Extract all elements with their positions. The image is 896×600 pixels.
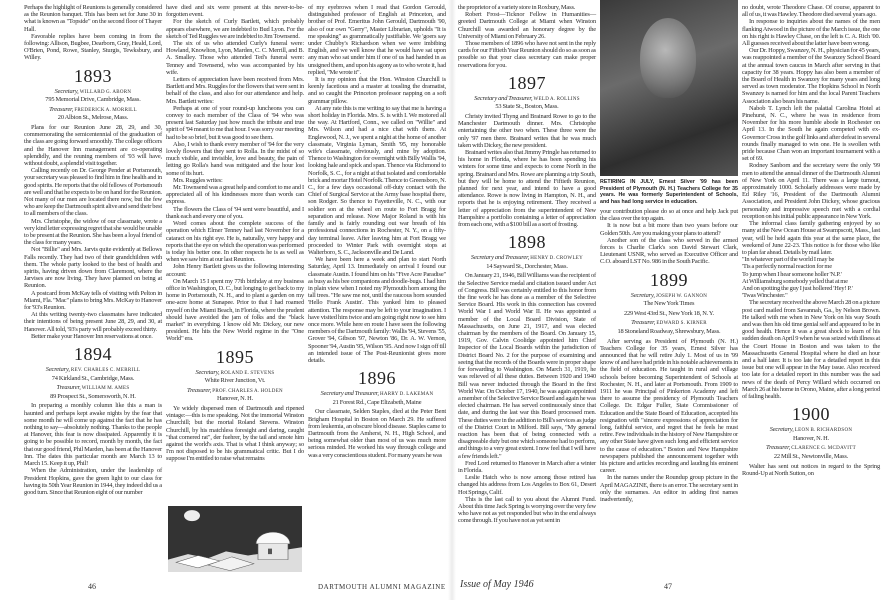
- class-officer: [458, 95, 596, 111]
- body-paragraph: And on spotting the guy I just hollered 'Hey! P.': [742, 284, 853, 292]
- photo-caption: RETIRING IN JULY, Ernest Silver '99 has been President of Plymouth (N. H.) Teachers College for 35 years. He was formerly Superintendent of Schools, and has had long service in education.: [600, 179, 738, 205]
- officer-address: 89 Prospect St., Somersworth, N. H.: [50, 392, 136, 400]
- body-paragraph: The informal class family gathering enjoyed by so many at the New Ocean House at Swampscott, Mass., last year, will be held again this year at the same place, the weekend of June 22-23. This notice is for those who like to plan far ahead. Details by mail later.: [742, 220, 880, 256]
- column-right-1: [458, 4, 596, 525]
- officer-role: Secretary,: [45, 366, 70, 374]
- class-officer: [742, 426, 880, 442]
- body-paragraph: Walter has sent out notices in regard to the Spring Round-Up at North Sutton, on: [742, 462, 880, 477]
- officer-address: 22 Mill St., Newtonville, Mass.: [773, 452, 849, 460]
- body-paragraph: Mrs. Christophe, the widow of our classmate, wrote a very kind letter expressing regret that she would be unable to be present at the Reunion. She has been a loyal friend of the class for many years.: [24, 217, 162, 247]
- body-paragraph: "In whatever part of the world I may be: [742, 256, 835, 264]
- officer-name: LEON B. RICHARDSON: [794, 428, 853, 434]
- body-paragraph: Perhaps at one of your round-up luncheons you can convey to each member of the Class of '94 who was present last Saturday just how much the tribute and true spirit of '94 meant to me that hour. I was sorry our meeting had to be so brief, but it was good to see them.: [166, 104, 304, 141]
- body-paragraph: On March 15 I spent my 77th birthday at my business office in Washington, D. C., but longing to get back to my home in Portsmouth, N. H., and to plant a garden on my one-acre home at Sunapee. Prior to that I had roamed myself on the Miami Beach, in Florida, where the prudent should have avoided the jam of folks and the "black market" in everything. I know old Mr. Dickey, our new president. He hits the New World regime in the "One World" era.: [166, 277, 304, 343]
- body-paragraph: Nabob T. Lynch left the palatial Carolina Hotel at Pinehurst, N. C., where he was in residence from November for his more humble abode in Rochester on April 13. In the South he again competed with ex-Governor Cross in the golf links and after defeat in several rounds finally managed to win one. He is swollen with pride because Chan won an important tournament with a set of 69.: [742, 104, 880, 163]
- class-officer: [24, 88, 162, 104]
- officer-name: WELD A. ROLLINS: [533, 96, 580, 102]
- officer-address: Hanover, N. H.: [216, 395, 254, 403]
- officer-name: PROF. CHARLES A. HOLDEN: [212, 388, 283, 394]
- body-paragraph: When the Administration, under the leadership of President Hopkins, gave the green light to our class for having its 50th Year Reunion in 1944, they indeed did us a good turn. Since that Reunion eight of our number: [24, 467, 162, 496]
- body-paragraph: In response to inquiries about the names of the men flanking Atwood in the picture of the March issue, the one on his right is Hawley Chase, on the left is C. A. Rich '00. All guesses received about the latter have been wrong.: [742, 18, 880, 48]
- class-officer: [166, 387, 304, 403]
- officer-address: 74 Kirkland St., Cambridge, Mass.: [51, 374, 135, 382]
- class-year-heading: 1895: [216, 346, 254, 367]
- officer-role: Treasurer,: [631, 319, 656, 327]
- officer-address: 795 Memorial Drive, Cambridge, Mass.: [45, 96, 141, 104]
- body-paragraph: We have been here a week and plan to start North Saturday, April 13. Immediately on arrival I found our classmate Austin. I found him on his "Five Acre Paradise" as busy as his bee companions and doodle-bugs. I had him in plain view when I noted my Plymouth horn among the tall trees. "He saw me not, until the raucous horn sounded 'Hello Frank Austin'. This yanked him to pleased attention. The response may be left to your imagination. I have visited him twice and am going right now to see him once more. While here en route I have seen the following members of the Dartmouth family: Wallis '94, Stevens '55, Grover '94, Gibson '97, Newton '86, Dr. A. W. Vernon, Spooner '94, Austin '95, Wilson '95. And now I sign off till an intended issue of The Post-Reunionist gives more details.: [308, 256, 446, 364]
- officer-role: Secretary and Treasurer,: [470, 254, 530, 262]
- body-paragraph: Those members of 1896 who have not sent in the reply cards for our Fiftieth Year Reunion should do so as soon as possible so that your class secretary can make proper reservations for you.: [458, 40, 596, 69]
- body-paragraph: A postcard from McKay tells of visiting with Pelton in Miami, Fla. "Mac" plans to bring Mrs. McKay to Hanover for '93's Reunion.: [24, 289, 162, 312]
- body-paragraph: Letters of appreciation have been received from Mrs. Bartlett and Mrs. Ruggles for the flowers that were sent in behalf of the class, and also for our attendance and help. Mrs. Bartlett writes:: [166, 76, 304, 105]
- body-paragraph: of my eyebrows when I read that Gordon Gerould, distinguished professor of English at Princeton, and brother of Prof. Emeritus John Gerould, Dartmouth '90, also of our own "Gerry", Master Librarian, upholds "It is me speaking" as grammatically justifiable. We 'goers say under Chubby's Richardson when we were imbibing English, and we well know that he would have sat upon any man who sat under him if one of us had handed in as unsigned them, and upon his agony as to who wrote it, had replied, "Me wrote it".: [308, 4, 446, 76]
- body-paragraph: 'Twas Winchester.": [742, 292, 788, 300]
- class-year-heading: 1893: [74, 65, 112, 86]
- officer-role: Secretary and Treasurer,: [320, 390, 379, 398]
- class-officer: [308, 390, 446, 406]
- ernest-silver-photo: [600, 0, 738, 176]
- class-year-heading: 1894: [74, 344, 112, 365]
- body-paragraph: Rodney Sanborn and the secretary were the only '99 men to attend the annual dinner of the Dartmouth Alumni of New York on April 11. There was a large turnout, approximately 1000. Scholarly addresses were made by Ed Riley '16, President of the Dartmouth Alumni Association, and President John Dickey, whose gracious personality and impressive speech met with a cordial reception on his initial public appearance in New York.: [742, 162, 880, 220]
- officer-name: HENRY D. CROWLEY: [530, 256, 584, 262]
- officer-role: Treasurer,: [49, 105, 74, 113]
- class-year-heading: 1899: [650, 269, 688, 290]
- body-paragraph: Mr. Townsend was a great help and comfort to me and I appreciated all of his kindnesses more than words can express.: [166, 184, 304, 206]
- class-officer: [24, 366, 162, 382]
- officer-address: 14 Sayward St., Dorchester, Mass.: [486, 262, 568, 270]
- body-paragraph: In the names under the Roundup group picture in the April MAGAZINE, there is an error. The secretary sent in only the surnames. An editor in adding first names inadvertently,: [600, 474, 738, 504]
- class-officer: [458, 254, 596, 270]
- body-paragraph: It is my opinion that the Hon. Winston Churchill is keenly facetious and a master at tousling the dramatist, and so caught the Princeton professor napping on a soft grammar pillow.: [308, 76, 446, 105]
- body-paragraph: This is the last call to you about the Alumni Fund. About this time Jack Spring is worrying over the very few who have not as yet responded but who in the end always come through. If you have not as yet sent in: [458, 495, 596, 525]
- class-year-heading: 1898: [508, 232, 546, 253]
- column-left-1: [24, 4, 162, 496]
- body-paragraph: Mrs. Ruggles writes:: [173, 176, 223, 184]
- officer-address: White River Junction, Vt.: [204, 377, 266, 385]
- body-paragraph: Plans for our Reunion June 28, 29, and 30, commemorating the semicentennial of the graduation of the class are going forward smoothly. The college officers and the Hanover Inn management are co-operating splendidly, and the reuning members of '93 will have, without doubt, a splendid visit together.: [24, 124, 162, 168]
- body-paragraph: For the sketch of Curly Bartlett, which probably appears elsewhere, we are indebted to Bud Lyon. For the sketch of Ted Ruggles we are indebted to Jim Townsend.: [166, 18, 304, 40]
- body-paragraph: Also, I wish to thank every member of '94 for the very lovely flowers that they sent to Rolla. In the midst of so much visible, and invisible, love and beauty, the pain of letting go Rolla's hand was mitigated and the hour lost some of its hurt.: [166, 140, 304, 177]
- body-paragraph: no doubt, wrote Theodore Chase. Of course, apparent to all of us, it was Hawley. Theodore died several years ago.: [742, 4, 880, 19]
- officer-role: Secretary,: [630, 291, 655, 299]
- body-paragraph: At any rate this is me writing to say that me is having a short holiday in Florida. Mrs. S. is with I. We motored all the way. At Hartford, Conn., we called on "Willie" and Mrs. Wilson and had a nice chat with them. At Englewood, N. J., we spent a night at the home of another classmate, Virginia Lyman, Smith '95, my honorable wife's classmate, obviously, and mine by adoption. Thence to Washington for overnight with Billy Wallis '94, looking hale and spick and span. Thence via Richmond to Norfolk, S. C., for a night at that isolated and comfortable brick and mortar Hotel Norfolk. Thence to Greensboro, N. C., for a few days occasional off-duty contact with the Chief of Surgical Service at the Army base hospital there, son Rodger. So thence to Fayetteville, N. C., with our soldier son at the wheel en route to Fort Bragg for separation and release. Now Major Roland is with his family and is fairly rounding out war breath of his professional connections in Rochester, N. Y., on a fifty-day terminal leave. After leaving him at Fort Bragg we proceeded to Winter Park with overnight stops at Walterboro, S. C., Jacksonville and De Land.: [308, 104, 446, 256]
- officer-role: Treasurer,: [187, 386, 212, 394]
- observatory-drawing: [168, 506, 302, 572]
- body-paragraph: Brainard writes also that Jimmy Pringle has returned to his home in Florida, where he has been spending his winters for some time and expects to come North in the spring. Brainard and Mrs. Rowe are planning a trip South, but they will be home to attend the Fiftieth Reunion, planned for next year, and intend to have a good attendance. Rowe is now living in Hampton, N. H., and reports that he is enjoying retirement. They received a letter of appreciation from the superintendent of New Hampshire a portfolio containing a letter of appreciation from each one, with a $100 bill as a sort of frosting.: [458, 149, 596, 229]
- class-officer: [742, 444, 880, 460]
- officer-name: ROLAND E. STEVENS: [220, 370, 275, 376]
- officer-address: 229 West 43rd St., New York 18, N. Y.: [623, 309, 715, 317]
- magazine-title: DARTMOUTH ALUMNI MAGAZINE: [318, 583, 446, 591]
- officer-role: Secretary,: [54, 87, 79, 95]
- body-paragraph: 'Tis a perfectly normal reaction for me: [742, 263, 832, 271]
- officer-name: JOSEPH W. GANNON: [655, 293, 708, 299]
- body-paragraph: At Williamsburg somebody yelled that at me: [742, 277, 848, 285]
- body-paragraph: Robert Frost—Ticknor Fellow in Humanities—greeted Dartmouth College at Miami when Winston Churchill was awarded an honorary degree by the University of Miami on February 26.: [458, 11, 596, 40]
- officer-name: FREDERICK A. MORRILL: [74, 107, 137, 113]
- observatory-illustration: [168, 506, 302, 572]
- body-paragraph: On January 21, 1946, Bill Williams was the recipient of the Selective Service medal and citation issued under Act of Congress. Bill was certainly entitled to this honor from the fine work he has done as a member of the Selective Service Board. His work in this connection has covered World War I and World War II. He was appointed a member of the Local Board Division, State of Massachusetts, on June 21, 1917, and was elected chairman by the members of the Board. On January 15, 1919, Gov. Calvin Coolidge appointed him Chief Inspector of the Local Boards within the jurisdiction of District Board No. 2 for the purpose of examining and seeing that the records of the Boards were in proper shape for forwarding to Washington. On March 31, 1919, he was relieved of all these duties. Between 1920 and 1940 Bill was never inducted through the Board in the first World War. On October 17, 1940, he was again appointed a member of the Selective Service Board and again he was elected chairman. He has served continuously since that date, and during the last war this Board processed men. These duties were in the addition to Bill's services as judge of the District Court in Milford. Bill says, "My general reaction has been that of being connected with a disagreeable duty but one which someone had to perform, and things to a very great extent. I now feel that I will have a few friends left.": [458, 272, 596, 460]
- body-paragraph: Leslie Hatch who is now among those retired has changed his address from Los Angeles to Box 61, Desert Hot Springs, Calif.: [458, 474, 596, 496]
- officer-address: 21 Forest Rd., Cape Elizabeth, Maine: [332, 398, 422, 406]
- officer-name: REV. CHARLES C. MERRILL: [70, 368, 141, 374]
- class-year-heading: 1900: [792, 404, 830, 425]
- officer-name: WILLARD G. ABORN: [79, 89, 132, 95]
- officer-name: HARRY D. LAKEMAN: [379, 392, 434, 398]
- body-paragraph: The six of us who attended Curly's funeral were: Howland, Knowlton, Lyon, Marden, C. C. Merrill, and B. A. Smalley. Those who attended Ted's funeral were: Tenney and Townsend, who was accompanied by his wife.: [166, 40, 304, 76]
- body-paragraph: Perhaps the highlight of Reunions is generally considered as the Reunion banquet. This has been set for June 30 in what is known as "Topside" on the second floor of Thayer Hall.: [24, 4, 162, 33]
- body-paragraph: To jump when I hear someone holler 'N.P.': [742, 270, 842, 278]
- column-left-2: [166, 4, 304, 463]
- body-paragraph: Word comes about the complete success of the operation which Elmer Tenney had last November for a cataract on his right eye. He is, naturally, very happy and reports that the eye on which the operation was performed is today his better one. In other respects he is as well as when we saw him at our last Reunion.: [166, 220, 304, 264]
- class-officer: [24, 384, 162, 400]
- class-officer: [600, 310, 738, 318]
- body-paragraph: Favorable replies have been coming in from the following: Allison, Bugbee, Dearborn, Gray, Heald, Lord, O'Brien, Pond, Rowe, Stanley, Sturgis, Tewksbury, and Willey.: [24, 32, 162, 62]
- class-officer: [600, 319, 738, 335]
- body-paragraph: your contribution please do so at once and help Jack put the class over the top again.: [600, 208, 738, 223]
- body-paragraph: Our Dr. Hoppy, Swanzey, N. H., physician for 45 years, was reappointed a member of the Swanzey School Board at the annual town caucus in March after serving in that capacity for 38 years. Hoppy has also been a member of the Board of Health in Swanzey for many years and long served as town moderator. The Hopkins School in North Swanzey is named for him and the local Parent Teachers Association also bears his name.: [742, 47, 880, 105]
- class-officer: [166, 369, 304, 385]
- officer-role: Treasurer,: [56, 384, 81, 392]
- column-right-2: [600, 208, 738, 503]
- body-paragraph: The flowers the Class of '94 sent were beautiful, and I thank each and every one of you.: [166, 205, 304, 220]
- body-paragraph: Our classmate, Selden Staples, died at the Peter Bent Brigham Hospital in Boston on March 29. He suffered from leukemia, an obscure blood disease. Staples came to Dartmouth from the Amherst, N. H., High School, and being somewhat older than most of us was much more serious minded. He worked his way through college and was a very conscientious student. For many years he was: [308, 408, 446, 459]
- body-paragraph: John Henry Bartlett gives us the following interesting account:: [166, 263, 304, 278]
- body-paragraph: the proprietor of a variety store in Roxbury, Mass.: [458, 4, 576, 11]
- column-right-3: [742, 4, 880, 477]
- issue-label: Issue of May 1946: [460, 579, 534, 590]
- class-year-heading: 1896: [358, 368, 396, 389]
- portrait-face: [640, 18, 696, 98]
- body-paragraph: After serving as President of Plymouth (N. H.) Teachers College for 35 years, Ernest Silver has announced that he will retire July 1. Most of us in '99 know of and have had pride in his notable achievements in the field of education. He taught in rural and village schools before becoming Superintendent of Schools at Rochester, N. H., and later at Portsmouth. From 1909 to 1911 he was Principal of Pinkerton Academy and left there to assume the presidency of Plymouth Teachers College. Dr. Edgar Fuller, State Commissioner of Education and the State Board of Education, accepted his resignation with "sincere expressions of appreciation for long, faithful service, and regret that he feels he must retire. Few individuals in the history of New Hampshire or any other State have given such long and efficient service to the cause of education." Boston and New Hampshire newspapers published the announcement together with his picture and articles recording and lauding his eminent career.: [600, 337, 738, 475]
- officer-address: 20 Albion St., Melrose, Mass.: [57, 114, 129, 122]
- left-page-number: 46: [88, 582, 96, 591]
- officer-address: 18 Stoneland Roadway, Shrewsbury, Mass.: [617, 328, 721, 335]
- body-paragraph: Calling recently on Dr. George Pender at Portsmouth, your secretary was pleased to find him in fine health and in good spirits. He reports that the old fellows of Portsmouth are well and that he expects to be on hand for the Reunion. Not many of our men are located there now, but the few who are keep the Dartmouth spirit alive and send their best to all members of the class.: [24, 167, 162, 218]
- column-left-3: [308, 4, 446, 459]
- class-officer: [24, 106, 162, 122]
- body-paragraph: At this writing twenty-two classmates have indicated their intentions of being present June 28, 29, and 30, at Hanover. All told, '93's party will probably exceed thirty.: [24, 311, 162, 333]
- body-paragraph: Another son of the class who served in the armed forces is Charlie Clark's son David Stewart Clark, Lieutenant USNR, who served as Executive Officer and C.O. aboard LST No. 986 in the South Pacific.: [600, 236, 738, 266]
- moon-icon: [184, 510, 200, 521]
- body-paragraph: Better make your Hanover Inn reservations at once.: [31, 332, 153, 340]
- officer-name: CLARENCE G. MCDAVITT: [791, 446, 856, 452]
- body-paragraph: In preparing a monthly column like this a man is haunted and perhaps kept awake nights by the fear that some month he will come up against the fact that he has nothing to say—absolutely nothing. Thanks to the people at Hanover, this fear is now dissipated. Apparently it is going to be possible to record, month by month, the fact that our good friend, Phil Marden, has been at the Hanover Inn. The dates this particular month are March 13 to March 15. Keep it up, Phil!: [24, 402, 162, 468]
- officer-address: Hanover, N. H.: [792, 434, 830, 442]
- class-year-heading: 1897: [508, 72, 546, 93]
- right-page-number: 47: [664, 582, 672, 591]
- body-paragraph: have died and six were present at this never-to-be-forgotten event.: [166, 4, 304, 19]
- body-paragraph: Fred Lord returned to Hanover in March after a winter in Florida.: [458, 459, 596, 474]
- class-officer: [600, 292, 738, 308]
- body-paragraph: Christy invited Thyng and Brainard Rowe to go to the Manchester Dartmouth dinner. Mrs. Christophe entertaining the other two when. These three were the only '97 men there. Brainard writes that he was much taken with Dickey, the new president.: [458, 113, 596, 149]
- officer-role: Treasurer,: [766, 444, 791, 452]
- body-paragraph: It is now but a bit more than two years before our Golden 50th. Are you making your plans to attend?: [600, 222, 738, 237]
- officer-name: EDWARD S. KIRNER: [656, 321, 707, 327]
- page-gutter: [448, 0, 456, 600]
- officer-address: 53 State St., Boston, Mass.: [495, 103, 559, 111]
- body-paragraph: Not "Billie" and Mrs. Jarvis quite evidently at Bellows Falls recently. They had two of their grandchildren with them. The whole party looked to the best of health and spirits, having driven down from Claremont, where the Jarvises are now living. They have planned on being at Reunion.: [24, 246, 162, 290]
- body-paragraph: Ye widely dispersed men of Dartmouth and ripened vintage:—this is me speaking. Not the immortal Winston Churchill; but the mortal Roland Stevens. Winston Churchill, by his matchless foresight and daring, caught "that cornered rat", der fuehrer, by the tail and smote him against the world's axis. That is what I think anyway; so I'm not disposed to be his grammatical critic. But I do suppose I'm entitled to raise what remains: [166, 404, 304, 463]
- body-paragraph: The secretary received the above March 28 on a picture post card mailed from Savannah, Ga., by Nelson Brown. He talked with me when in New York on his way South and was then his old time genial self and appeared to be in good health. Hence it was a great shock to learn of his sudden death on April 9 when he was seized with illness at the Court House in Boston and was taken to the Massachusetts General Hospital where he died an hour and a half later. It is too late for a detailed report in this issue but one will appear in the May issue. Also received too late for a detailed report in this number was the sad news of the death of Percy Willard which occurred on March 26 at his home in Orono, Maine, after a long period of failing health.: [742, 299, 880, 400]
- officer-role: Secretary,: [769, 426, 794, 434]
- officer-address: The New York Times: [643, 300, 695, 308]
- officer-role: Secretary,: [195, 368, 220, 376]
- officer-role: Secretary and Treasurer,: [474, 94, 533, 102]
- officer-name: WILLIAM M. AMES: [81, 386, 130, 392]
